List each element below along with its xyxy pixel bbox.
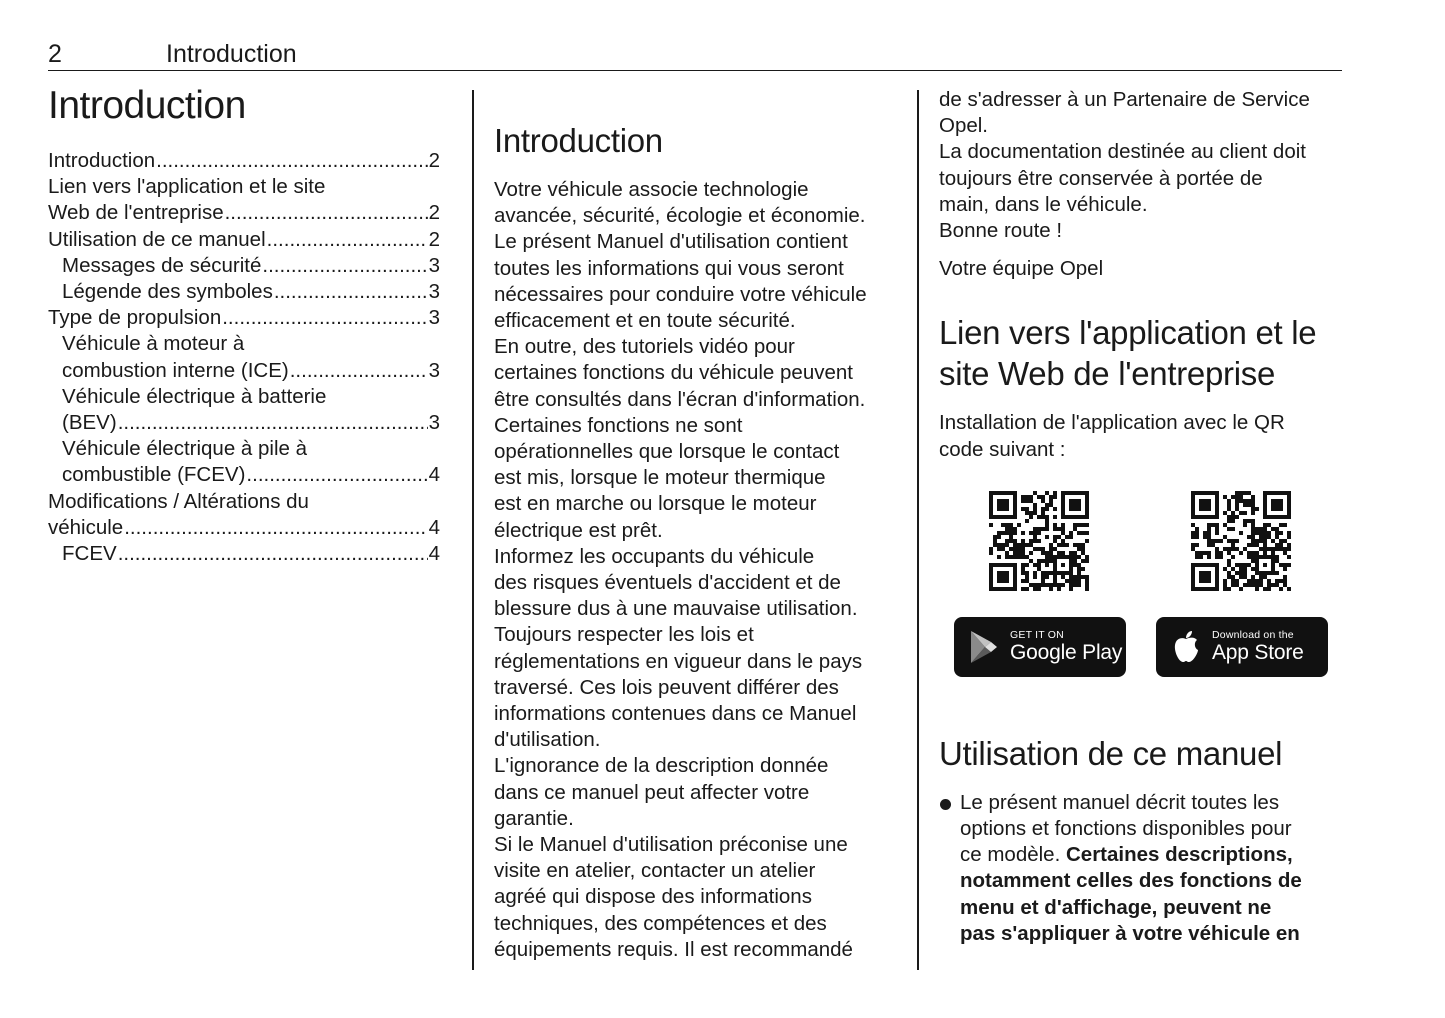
continuation-body — [939, 87, 1343, 244]
body-text-line: Si le Manuel d'utilisation préconise une — [494, 833, 848, 857]
toc-entry-text: Utilisation de ce manuel — [48, 227, 266, 251]
toc-page-number: 3 — [428, 253, 440, 277]
page-number: 2 — [48, 40, 62, 68]
store-badges — [939, 617, 1343, 677]
toc-page-number: 3 — [428, 306, 440, 330]
body-text-line: main, dans le véhicule. — [939, 192, 1148, 216]
toc-entry[interactable] — [48, 253, 440, 279]
toc-leader-dots — [118, 410, 428, 436]
toc-page-number: 2 — [428, 149, 440, 172]
toc-entry[interactable] — [48, 489, 440, 515]
right-column — [939, 87, 1343, 947]
body-text-line: Informez les occupants du véhicule — [494, 544, 815, 568]
body-text-line: Toujours respecter les lois et — [494, 623, 754, 647]
body-text-line: Votre véhicule associe technologie — [494, 178, 809, 201]
toc-entry[interactable] — [48, 148, 440, 174]
toc-entry[interactable] — [48, 462, 440, 488]
body-text-line: est en marche ou lorsque le moteur — [494, 492, 817, 516]
toc-entry-text: Introduction — [48, 149, 156, 172]
toc-entry-text: Modifications / Altérations du — [48, 489, 309, 513]
body-text-line: nécessaires pour conduire votre véhicule — [494, 282, 867, 306]
toc-leader-dots — [124, 515, 427, 541]
toc-entry[interactable] — [48, 358, 440, 384]
toc-entry-text: Véhicule électrique à batterie — [62, 384, 327, 408]
signature: Votre équipe Opel — [939, 257, 1104, 281]
intro-heading: Introduction — [494, 122, 663, 159]
toc-entry-text: (BEV) — [62, 411, 117, 435]
toc-entry[interactable] — [48, 305, 440, 331]
manual-section-heading: Utilisation de ce manuel — [939, 734, 1283, 772]
bullet-dot — [940, 799, 951, 810]
page-header — [48, 40, 1342, 71]
toc-entry[interactable] — [48, 384, 440, 410]
toc-list — [48, 148, 440, 567]
toc-leader-dots — [262, 253, 427, 279]
toc-entry[interactable] — [48, 200, 440, 226]
toc-page-number: 2 — [428, 227, 440, 251]
toc-entry-text: Web de l'entreprise — [48, 201, 224, 225]
body-text-line: Opel. — [939, 114, 988, 138]
body-text-line: En outre, des tutoriels vidéo pour — [494, 335, 795, 359]
toc-page-number: 3 — [428, 358, 440, 382]
body-text-line: blessure dus à une mauvaise utilisation. — [494, 597, 858, 621]
body-text-line: L'ignorance de la description donnée — [494, 754, 829, 778]
toc-page-number: 3 — [428, 411, 440, 435]
body-text-line: efficacement et en toute sécurité. — [494, 309, 796, 333]
body-text-line: visite en atelier, contacter un atelier — [494, 859, 816, 883]
body-text-line: dans ce manuel peut affecter votre — [494, 780, 810, 804]
body-text-line: des risques éventuels d'accident et de — [494, 571, 841, 595]
body-text-line: être consultés dans l'écran d'information. — [494, 387, 866, 411]
toc-entry-text: véhicule — [48, 515, 124, 539]
toc-title: Introduction — [48, 84, 246, 127]
toc-entry[interactable] — [48, 436, 440, 462]
body-text-line: Bonne route ! — [939, 219, 1063, 243]
google-play-icon — [966, 627, 1002, 667]
toc-entry[interactable] — [48, 541, 440, 567]
toc-page-number: 4 — [428, 542, 440, 566]
toc-entry-text: Lien vers l'application et le site — [48, 175, 326, 199]
manual-bullet-item: Le présent manuel décrit toutes les options et fonctions disponibles pour ce modèle. Certaines descriptions, notamment celles des fonctions de menu et d'affichage, peuvent ne pas s'appliquer à votre véhicule en — [939, 790, 1343, 947]
toc-leader-dots — [246, 462, 427, 488]
body-text-line: techniques, des compétences et des — [494, 911, 827, 935]
body-text-line: opérationnelles que lorsque le contact — [494, 440, 840, 464]
body-text-line: toujours être conservée à portée de — [939, 166, 1263, 190]
qr-code-google-play[interactable] — [989, 491, 1089, 591]
toc-entry-text: FCEV — [62, 542, 117, 566]
body-text-line: électrique est prêt. — [494, 518, 663, 542]
toc-entry[interactable] — [48, 279, 440, 305]
body-text-line: agréé qui dispose des informations — [494, 885, 812, 909]
body-text-line: La documentation destinée au client doit — [939, 140, 1306, 164]
app-install-text: Installation de l'application avec le QR code suivant : — [939, 411, 1285, 461]
toc-leader-dots — [267, 227, 428, 253]
apple-icon — [1168, 627, 1204, 667]
column-divider — [917, 90, 919, 970]
toc-page-number: 3 — [428, 280, 440, 304]
toc-leader-dots — [118, 541, 428, 567]
intro-body — [494, 177, 898, 963]
body-text-line: d'utilisation. — [494, 728, 601, 752]
toc-entry-text: combustion interne (ICE) — [62, 358, 289, 382]
intro-column — [494, 120, 898, 963]
body-text-line: toutes les informations qui vous seront — [494, 256, 844, 280]
toc-entry-text: Légende des symboles — [62, 280, 273, 304]
toc-entry[interactable] — [48, 410, 440, 436]
body-text-line: traversé. Ces lois peuvent différer des — [494, 675, 839, 699]
body-text-line: équipements requis. Il est recommandé — [494, 937, 853, 961]
toc-entry-text: Véhicule à moteur à — [62, 332, 245, 356]
qr-code-app-store[interactable] — [1191, 491, 1291, 591]
column-divider — [472, 90, 474, 970]
body-text-line: informations contenues dans ce Manuel — [494, 702, 857, 726]
toc-leader-dots — [156, 148, 427, 174]
body-text-line: avancée, sécurité, écologie et économie. — [494, 204, 866, 228]
qr-code-row — [939, 491, 1343, 591]
running-title: Introduction — [166, 40, 297, 68]
toc-entry[interactable] — [48, 515, 440, 541]
toc-entry[interactable] — [48, 174, 440, 200]
body-text-line: Le présent Manuel d'utilisation contient — [494, 230, 848, 254]
google-play-badge[interactable]: GET IT ON Google Play — [954, 617, 1126, 677]
toc-page-number: 4 — [428, 515, 440, 539]
body-text-line: garantie. — [494, 806, 574, 830]
app-store-badge[interactable]: Download on the App Store — [1156, 617, 1328, 677]
toc-leader-dots — [274, 279, 428, 305]
toc-leader-dots — [225, 200, 428, 226]
body-text-line: réglementations en vigueur dans le pays — [494, 649, 863, 673]
toc-page-number: 2 — [428, 201, 440, 225]
toc-entry[interactable] — [48, 227, 440, 253]
app-section-heading: Lien vers l'application et le site Web de l'entreprise — [939, 314, 1317, 393]
toc-entry-text: Véhicule électrique à pile à — [62, 437, 308, 461]
toc-entry[interactable] — [48, 331, 440, 357]
toc-column — [48, 82, 440, 567]
body-text-line: de s'adresser à un Partenaire de Service — [939, 88, 1310, 111]
toc-entry-text: Messages de sécurité — [62, 253, 262, 277]
body-text-line: est mis, lorsque le moteur thermique — [494, 466, 826, 490]
toc-entry-text: Type de propulsion — [48, 306, 222, 330]
toc-leader-dots — [222, 305, 427, 331]
toc-entry-text: combustible (FCEV) — [62, 463, 246, 487]
body-text-line: Certaines fonctions ne sont — [494, 413, 743, 437]
toc-leader-dots — [290, 358, 428, 384]
toc-page-number: 4 — [428, 463, 440, 487]
body-text-line: certaines fonctions du véhicule peuvent — [494, 361, 853, 385]
